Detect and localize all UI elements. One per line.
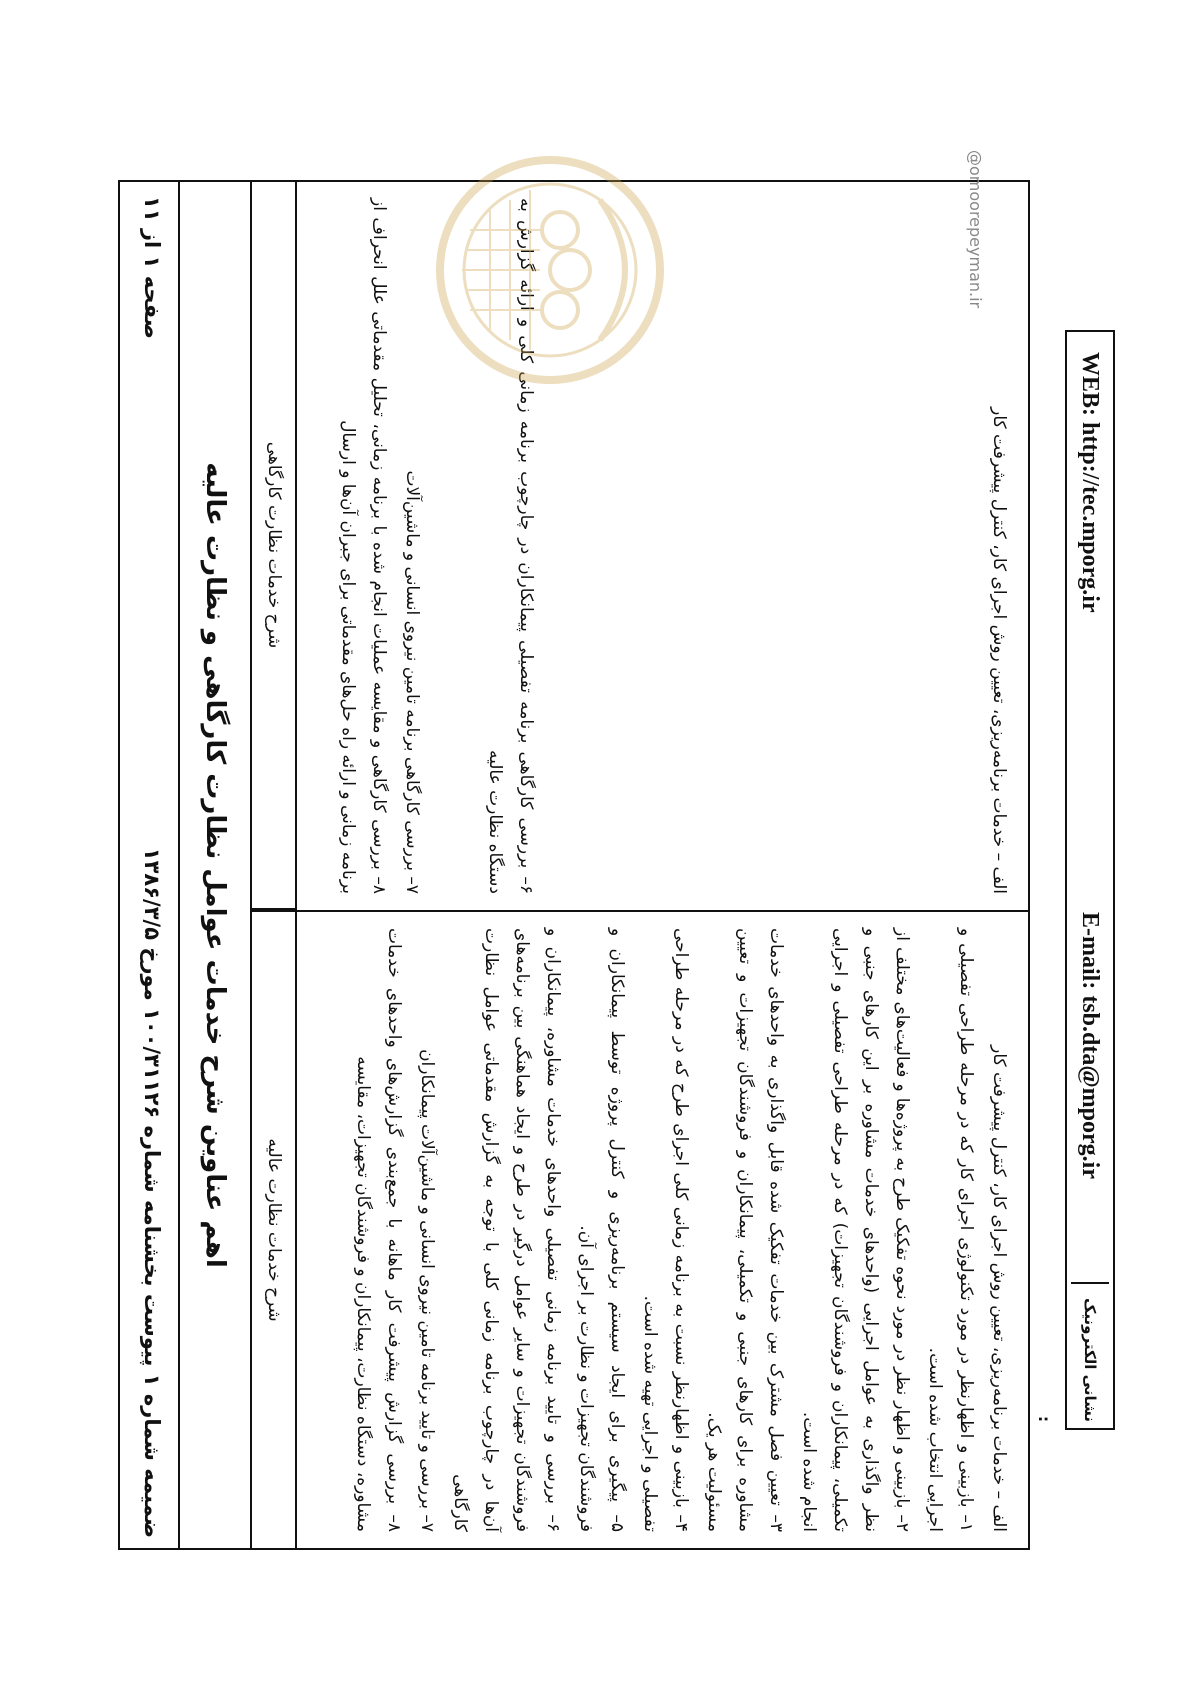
watermark-logo [430,150,670,390]
list-item: ۷– بررسی و تایید برنامه تامین نیروی انسانی و ماشین‌آلات پیمانکاران [417,1049,437,1532]
list-item: ۶– بررسی و تایید برنامه زمانی تفصیلی واحدهای خدمات مشاوره، پیمانکاران و فروشندگان تجهیزات و سایر عوامل درگیر در طرح و ایجاد هماهنگی بین برنامه‌های آن‌ها در چارچوب برنامه زمانی کلی با توجه به گزارش مقدماتی عوامل نظارت کارگاهی [450,928,563,1532]
document-title: اهم عناوین شرح خدمات عوامل نظارت کارگاهی و نظارت عالیه [200,462,230,1268]
email-link[interactable]: E-mail: tsb.dta@mporg.ir [1077,912,1103,1179]
list-item: ۸– بررسی کارگاهی و مقایسه عملیات انجام شده با برنامه زمانی، تحلیل مقدماتی علل انحراف از برنامه زمانی و ارائه راه حل‌های مقدماتی برای جبران آن‌ها و ارسال [338,198,389,894]
email-label: نشانی الکترونیک : [1035,1298,1099,1422]
list-item: ۳– تعیین فصل مشترک بین خدمات تفکیک شده قابل واگذاری به واحدهای خدمات مشاوره برای کارهای جنبی و تکمیلی، پیمانکاران و فروشندگان تجهیزات و تعیین مسئولیت هر یک. [704,928,786,1532]
page-number: صفحه ۱ از ۱۱ [140,196,164,339]
document-title-bar [178,180,250,1550]
page-footer [1035,330,1115,1430]
column-header-high: شرح خدمات نظارت عالیه [250,910,295,1550]
website-link[interactable]: WEB: http://tec.mporg.ir [1077,352,1103,613]
list-item: ۱– بازبینی و اظهارنظر در مورد تکنولوژی اجرای کار که در مرحله طراحی تفصیلی و اجرایی انتخاب شده است. [925,928,976,1532]
list-item: ۵– پیگیری برای ایجاد سیستم برنامه‌ریزی و کنترل پروژه توسط پیمانکاران و فروشندگان تجهیزات و نظارت بر اجرای آن. [576,928,627,1532]
list-item: ۴– بازبینی و اظهارنظر نسبت به برنامه زمانی کلی اجرای طرح که در مرحله طراحی تفصیلی و اجرایی تهیه شده است. [640,928,691,1532]
footer-divider [1071,1282,1109,1284]
section-heading: الف – خدمات برنامه‌ریزی، تعیین روش اجرای کار، کنترل پیشرفت کار [989,1045,1009,1532]
watermark-text: @omoorepeyman.ir [966,150,985,309]
list-item: ۸– بررسی گزارش پیشرفت کار ماهانه با جمع‌بندی گزارش‌های واحدهای خدمات مشاوره، دستگاه نظارت، پیمانکاران و فروشندگان تجهیزات، مقایسه [353,928,404,1532]
section-heading: الف – خدمات برنامه‌ریزی، تعیین روش اجرای کار، کنترل پیشرفت کار [989,407,1009,894]
list-item: ۶– بررسی کارگاهی برنامه تفصیلی پیمانکاران در چارچوب برنامه زمانی کلی و ارائه گزارش به دستگاه نظارت عالیه [485,198,536,894]
column-header-site: شرح خدمات نظارت کارگاهی [250,180,295,910]
page-header [118,180,180,1550]
high-supervision-column [295,910,1030,1550]
list-item: ۷– بررسی کارگاهی برنامه تامین نیروی انسانی و ماشین‌آلات [402,470,422,894]
list-item: ۲– بازبینی و اظهار نظر در مورد نحوه تفکیک طرح به پروژه‌ها و فعالیت‌های مختلف از نظر واگذاری به عوامل اجرایی (واحدهای خدمات مشاوره بر این کارهای جنبی و تکمیلی، پیمانکاران و فروشندگان تجهیزات) که در مرحله طراحی تفصیلی و اجرایی انجام شده است. [799,928,912,1532]
appendix-reference: ضمیمه شماره ۱ پیوست بخشنامه شماره ۱۰۰/۳۱۱۲۶ مورخ ۱۳۸۶/۳/۵ [140,847,164,1538]
